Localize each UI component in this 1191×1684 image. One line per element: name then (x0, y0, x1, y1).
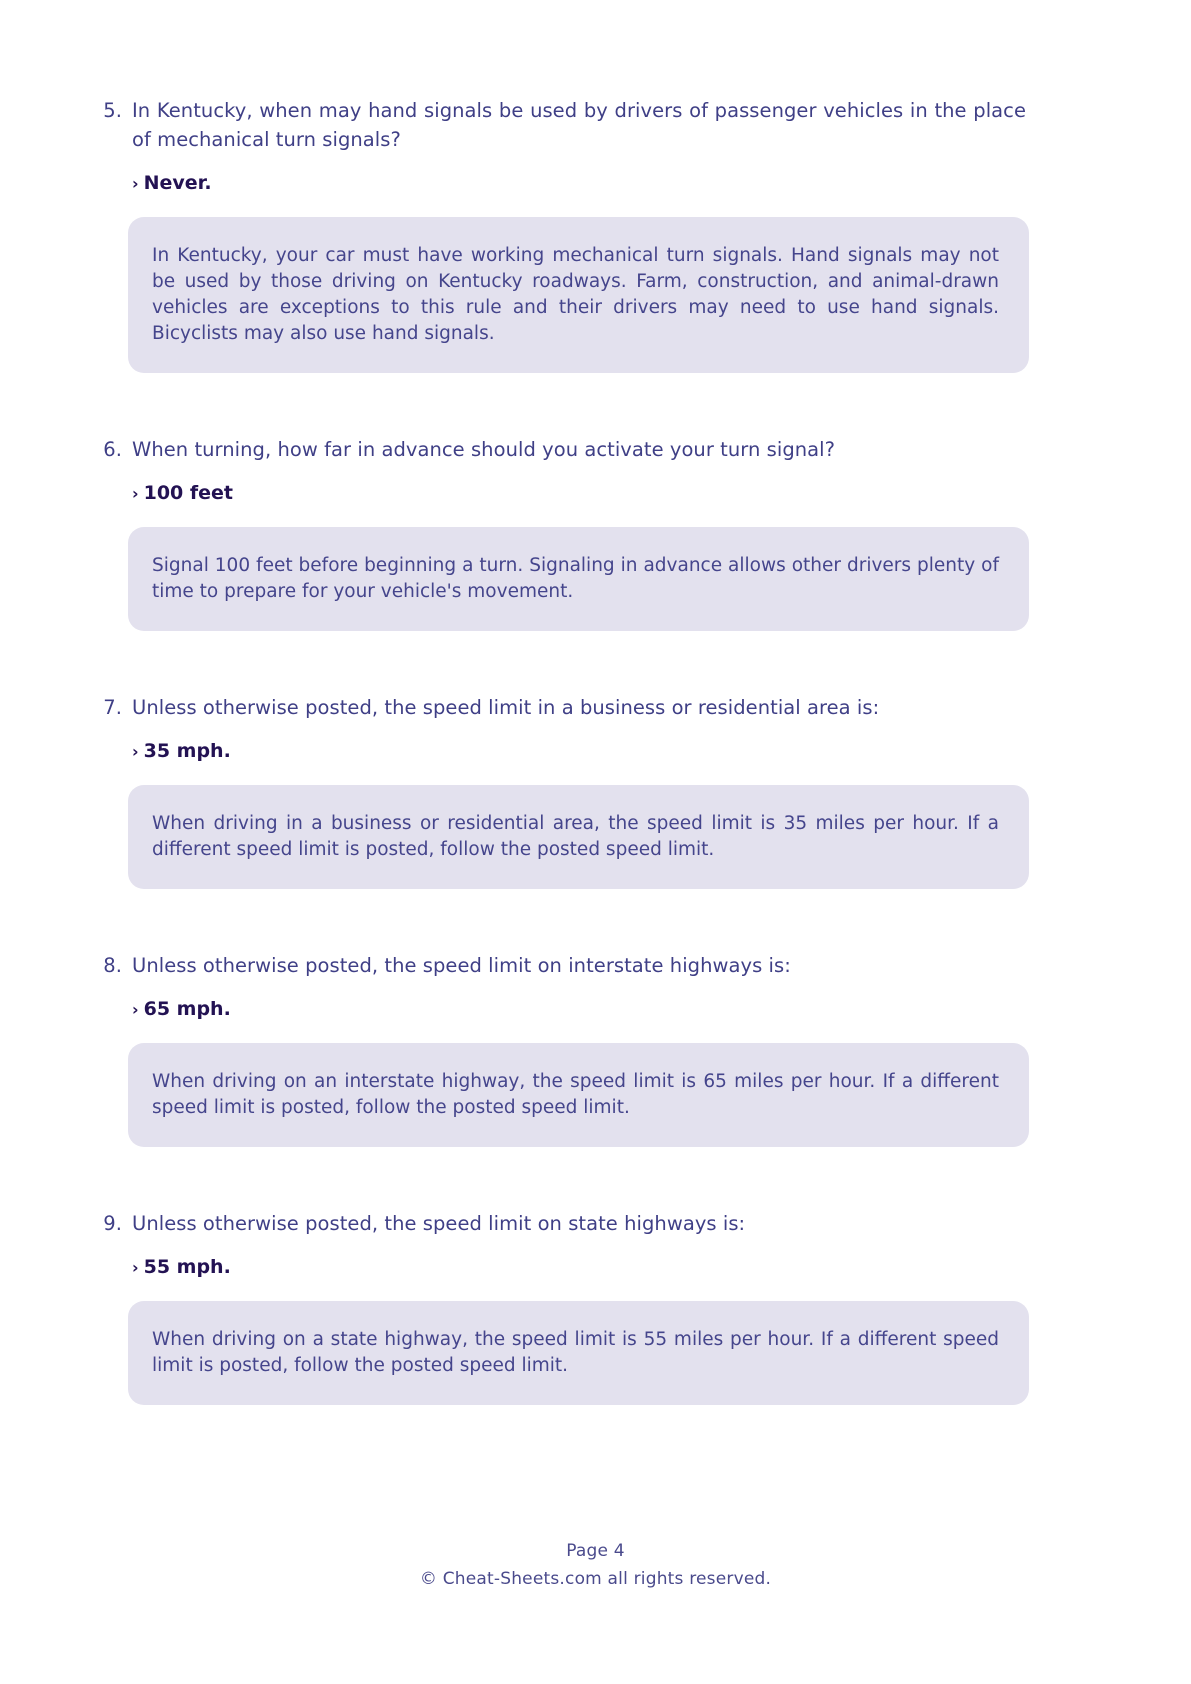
spacer (96, 1147, 1026, 1209)
answer-text: 35 mph. (143, 740, 231, 762)
question-number: 9. (103, 1212, 122, 1235)
explanation-box: Signal 100 feet before beginning a turn. Signaling in advance allows other drivers plenty of time to prepare for your vehicle's movement. (128, 527, 1029, 631)
question-text: When turning, how far in advance should you activate your turn signal? (132, 438, 836, 461)
answer-text: 65 mph. (143, 998, 231, 1020)
question-item-9 (96, 1209, 1026, 1405)
spacer (96, 373, 1026, 435)
question-text: Unless otherwise posted, the speed limit on state highways is: (132, 1212, 746, 1235)
spacer (96, 889, 1026, 951)
question-text: In Kentucky, when may hand signals be used by drivers of passenger vehicles in the place of mechanical turn signals? (132, 99, 1026, 151)
answer-text: 55 mph. (143, 1256, 231, 1278)
answer-line (132, 481, 1026, 506)
chevron-right-icon: › (132, 174, 139, 193)
answer-line (132, 171, 1026, 196)
question-text: Unless otherwise posted, the speed limit on interstate highways is: (132, 954, 791, 977)
explanation-box: When driving in a business or residential area, the speed limit is 35 miles per hour. If a different speed limit is posted, follow the posted speed limit. (128, 785, 1029, 889)
question-item-8 (96, 951, 1026, 1147)
questions-list (96, 96, 1026, 1405)
question-number: 8. (103, 954, 122, 977)
explanation-box: When driving on an interstate highway, the speed limit is 65 miles per hour. If a different speed limit is posted, follow the posted speed limit. (128, 1043, 1029, 1147)
explanation-box: When driving on a state highway, the speed limit is 55 miles per hour. If a different speed limit is posted, follow the posted speed limit. (128, 1301, 1029, 1405)
question-number: 6. (103, 438, 122, 461)
spacer (96, 631, 1026, 693)
answer-line (132, 997, 1026, 1022)
answer-text: 100 feet (143, 482, 233, 504)
question-number: 7. (103, 696, 122, 719)
question-row (96, 1209, 1026, 1238)
question-row (96, 951, 1026, 980)
page-number: Page 4 (566, 1541, 625, 1561)
answer-line (132, 739, 1026, 764)
copyright-notice: © Cheat-Sheets.com all rights reserved. (419, 1569, 772, 1589)
chevron-right-icon: › (132, 742, 139, 761)
chevron-right-icon: › (132, 484, 139, 503)
chevron-right-icon: › (132, 1000, 139, 1019)
chevron-right-icon: › (132, 1258, 139, 1277)
question-text: Unless otherwise posted, the speed limit in a business or residential area is: (132, 696, 880, 719)
question-item-7 (96, 693, 1026, 889)
question-item-5 (96, 96, 1026, 373)
question-row (96, 96, 1026, 154)
question-row (96, 693, 1026, 722)
question-row (96, 435, 1026, 464)
question-number: 5. (103, 99, 122, 122)
page-footer (0, 1538, 1191, 1592)
explanation-box: In Kentucky, your car must have working mechanical turn signals. Hand signals may not be used by those driving on Kentucky roadways. Farm, construction, and animal-drawn vehicles are exceptions to this rule and their drivers may need to use hand signals. Bicyclists may also use hand signals. (128, 217, 1029, 373)
answer-line (132, 1255, 1026, 1280)
question-item-6 (96, 435, 1026, 631)
answer-text: Never. (143, 172, 212, 194)
